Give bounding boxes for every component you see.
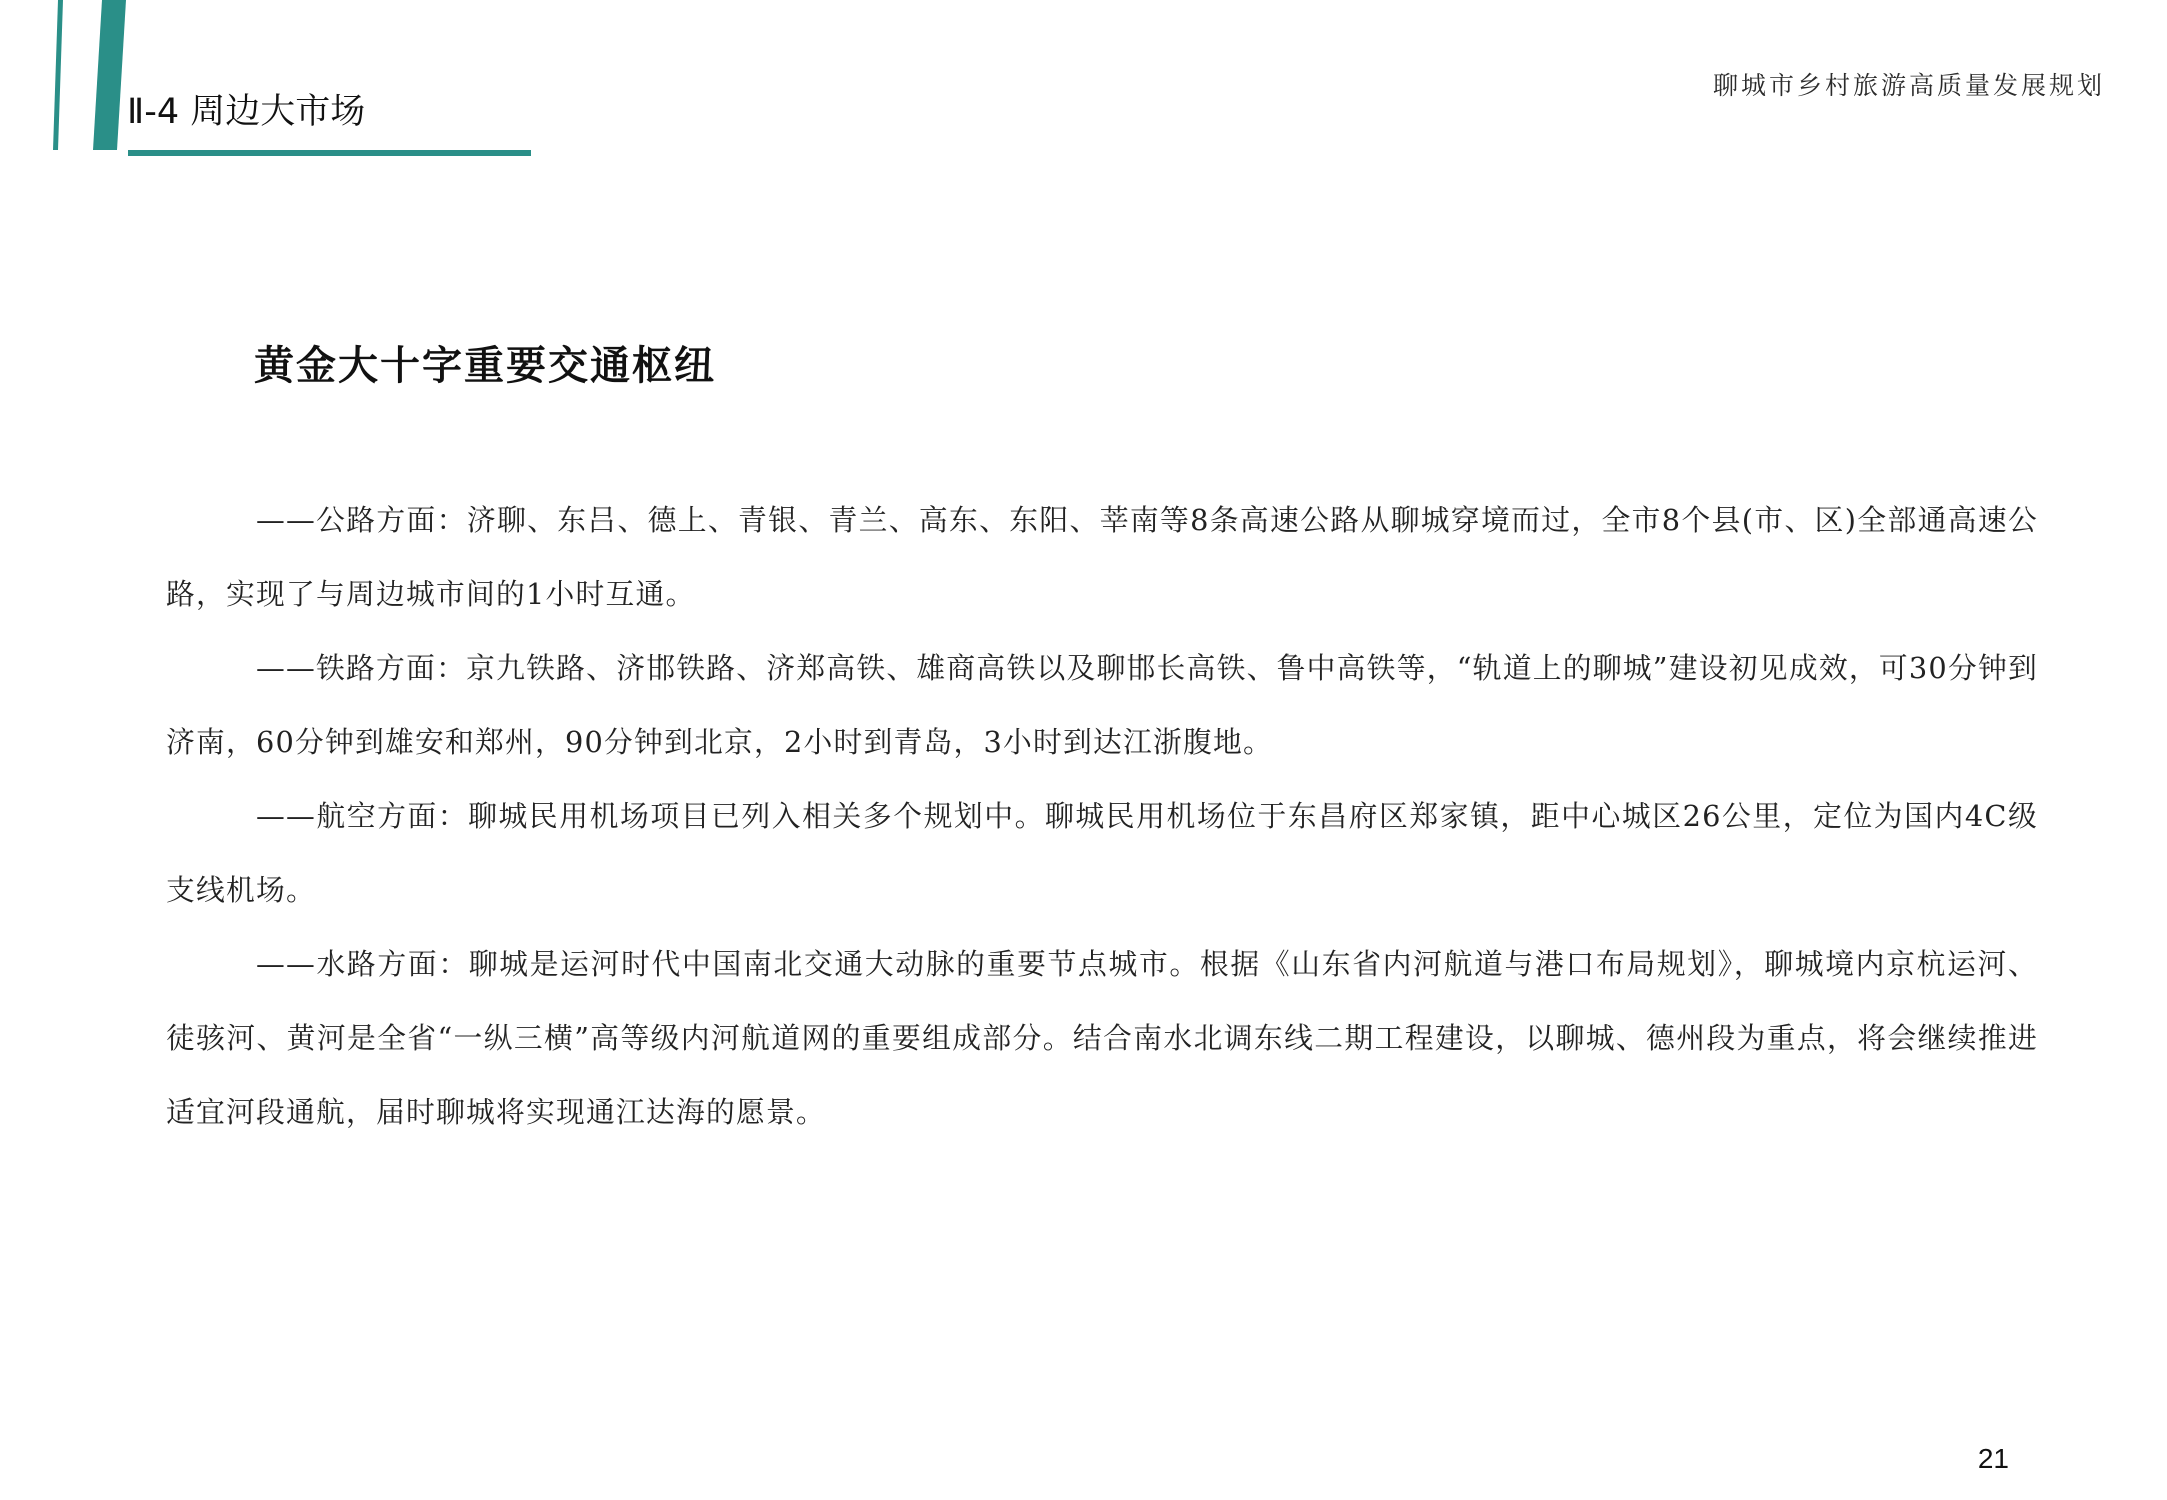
- paragraph-railway: ——铁路方面：京九铁路、济邯铁路、济郑高铁、雄商高铁以及聊邯长高铁、鲁中高铁等，“轨道上的聊城”建设初见成效，可30分钟到济南，60分钟到雄安和郑州，90分钟到北京，2小时到青岛，3小时到达江浙腹地。: [166, 651, 2038, 759]
- paragraph-waterway: ——水路方面：聊城是运河时代中国南北交通大动脉的重要节点城市。根据《山东省内河航道与港口布局规划》，聊城境内京杭运河、徒骇河、黄河是全省“一纵三横”高等级内河航道网的重要组成部分。结合南水北调东线二期工程建设，以聊城、德州段为重点，将会继续推进适宜河段通航，届时聊城将实现通江达海的愿景。: [166, 947, 2038, 1129]
- section-title-underline: [128, 150, 531, 156]
- corner-stripes-decoration: [0, 0, 140, 160]
- content-heading: 黄金大十字重要交通枢纽: [254, 343, 716, 389]
- paragraph-highway: ——公路方面：济聊、东吕、德上、青银、青兰、高东、东阳、莘南等8条高速公路从聊城穿境而过，全市8个县(市、区)全部通高速公路，实现了与周边城市间的1小时互通。: [166, 503, 2038, 611]
- document-name: 聊城市乡村旅游高质量发展规划: [1712, 71, 2105, 100]
- paragraph-aviation: ——航空方面：聊城民用机场项目已列入相关多个规划中。聊城民用机场位于东昌府区郑家镇，距中心城区26公里，定位为国内4C级支线机场。: [166, 799, 2038, 907]
- section-title: Ⅱ-4 周边大市场: [127, 92, 366, 132]
- page-number: 21: [1977, 1443, 2009, 1474]
- body-text: [166, 483, 2038, 1149]
